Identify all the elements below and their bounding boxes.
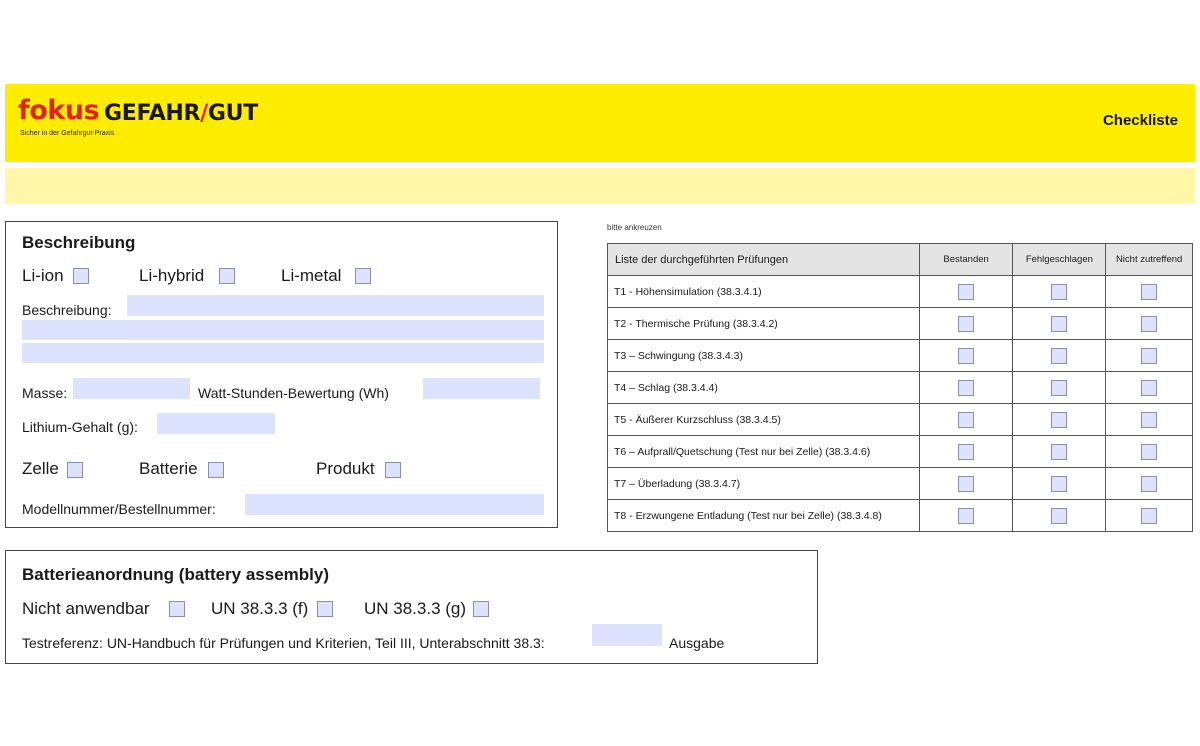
modell-field[interactable]	[245, 494, 544, 515]
test-name: T5 - Äußerer Kurzschluss (38.3.4.5)	[608, 404, 920, 436]
assembly-f-checkbox[interactable]	[317, 601, 333, 617]
unit-produkt-label: Produkt	[316, 459, 375, 478]
masse-label: Masse:	[22, 385, 68, 401]
beschreibung-field-line-1[interactable]	[127, 295, 544, 316]
test-name: T8 - Erzwungene Entladung (Test nur bei Zelle) (38.3.4.8)	[608, 500, 920, 532]
failed-cell	[1013, 276, 1106, 308]
unit-batterie-checkbox[interactable]	[208, 462, 224, 478]
failed-checkbox[interactable]	[1051, 412, 1067, 428]
failed-cell	[1013, 372, 1106, 404]
assembly-g-label: UN 38.3.3 (g)	[364, 599, 467, 618]
failed-checkbox[interactable]	[1051, 380, 1067, 396]
test-name: T2 - Thermische Prüfung (38.3.4.2)	[608, 308, 920, 340]
na-cell	[1106, 308, 1193, 340]
logo-tagline: Sicher in der Gefahrgut-Praxis	[20, 130, 115, 137]
na-cell	[1106, 404, 1193, 436]
failed-cell	[1013, 404, 1106, 436]
table-row	[608, 372, 1193, 404]
doc-type-title: Checkliste	[1102, 112, 1178, 129]
beschreibung-field-line-2[interactable]	[22, 320, 544, 340]
failed-cell	[1013, 308, 1106, 340]
header-test-list: Liste der durchgeführten Prüfungen	[608, 244, 920, 276]
edition-field[interactable]	[592, 624, 662, 646]
beschreibung-label: Beschreibung:	[22, 302, 112, 318]
logo-gut: GUT	[207, 101, 258, 126]
passed-checkbox[interactable]	[958, 316, 974, 332]
header-not-applicable: Nicht zutreffend	[1106, 244, 1193, 276]
tick-hint: bitte ankreuzen	[607, 223, 662, 232]
passed-cell	[919, 436, 1013, 468]
assembly-f-label: UN 38.3.3 (f)	[211, 599, 309, 618]
tests-table	[607, 243, 1193, 532]
test-name: T7 – Überladung (38.3.4.7)	[608, 468, 920, 500]
unit-produkt-checkbox[interactable]	[385, 462, 401, 478]
table-row	[608, 500, 1193, 532]
failed-checkbox[interactable]	[1051, 284, 1067, 300]
na-checkbox[interactable]	[1141, 316, 1157, 332]
assembly-g-checkbox[interactable]	[473, 601, 489, 617]
wh-label: Watt-Stunden-Bewertung (Wh)	[198, 385, 389, 401]
unit-batterie-label: Batterie	[139, 459, 198, 478]
na-checkbox[interactable]	[1141, 508, 1157, 524]
na-cell	[1106, 276, 1193, 308]
failed-cell	[1013, 500, 1106, 532]
na-checkbox[interactable]	[1141, 348, 1157, 364]
passed-cell	[919, 308, 1013, 340]
type-li-hybrid-label: Li-hybrid	[139, 266, 205, 285]
type-li-metal-checkbox[interactable]	[355, 268, 371, 284]
test-name: T3 – Schwingung (38.3.4.3)	[608, 340, 920, 372]
modell-label: Modellnummer/Bestellnummer:	[22, 501, 216, 517]
na-checkbox[interactable]	[1141, 476, 1157, 492]
passed-checkbox[interactable]	[958, 412, 974, 428]
failed-cell	[1013, 468, 1106, 500]
assembly-title: Batterieanordnung (battery assembly)	[22, 565, 330, 584]
subheader-band	[5, 168, 1195, 204]
failed-checkbox[interactable]	[1051, 508, 1067, 524]
passed-checkbox[interactable]	[958, 348, 974, 364]
na-checkbox[interactable]	[1141, 444, 1157, 460]
description-title: Beschreibung	[22, 233, 136, 252]
na-checkbox[interactable]	[1141, 380, 1157, 396]
type-li-ion-label: Li-ion	[22, 266, 64, 285]
na-checkbox[interactable]	[1141, 412, 1157, 428]
beschreibung-field-line-3[interactable]	[22, 343, 544, 363]
logo-slash: /	[200, 101, 208, 126]
passed-cell	[919, 340, 1013, 372]
test-reference-label: Testreferenz: UN-Handbuch für Prüfungen und Kriterien, Teil III, Unterabschnitt 38.3:	[22, 635, 545, 651]
tests-header-row	[608, 244, 1193, 276]
table-row	[608, 340, 1193, 372]
assembly-na-checkbox[interactable]	[169, 601, 185, 617]
passed-checkbox[interactable]	[958, 284, 974, 300]
table-row	[608, 436, 1193, 468]
passed-cell	[919, 372, 1013, 404]
passed-cell	[919, 500, 1013, 532]
type-li-ion-checkbox[interactable]	[73, 268, 89, 284]
passed-cell	[919, 468, 1013, 500]
wh-field[interactable]	[423, 378, 540, 399]
na-cell	[1106, 468, 1193, 500]
na-checkbox[interactable]	[1141, 284, 1157, 300]
table-row	[608, 276, 1193, 308]
lithium-label: Lithium-Gehalt (g):	[22, 419, 138, 435]
type-li-hybrid-checkbox[interactable]	[219, 268, 235, 284]
na-cell	[1106, 372, 1193, 404]
test-name: T1 - Höhensimulation (38.3.4.1)	[608, 276, 920, 308]
table-row	[608, 468, 1193, 500]
passed-checkbox[interactable]	[958, 380, 974, 396]
assembly-na-label: Nicht anwendbar	[22, 599, 150, 618]
passed-cell	[919, 404, 1013, 436]
failed-checkbox[interactable]	[1051, 444, 1067, 460]
unit-zelle-label: Zelle	[22, 459, 59, 478]
type-li-metal-label: Li-metal	[281, 266, 342, 285]
failed-cell	[1013, 340, 1106, 372]
passed-checkbox[interactable]	[958, 444, 974, 460]
test-name: T6 – Aufprall/Quetschung (Test nur bei Zelle) (38.3.4.6)	[608, 436, 920, 468]
test-name: T4 – Schlag (38.3.4.4)	[608, 372, 920, 404]
masse-field[interactable]	[73, 378, 190, 399]
lithium-field[interactable]	[157, 413, 275, 434]
header-passed: Bestanden	[919, 244, 1013, 276]
na-cell	[1106, 436, 1193, 468]
table-row	[608, 404, 1193, 436]
failed-cell	[1013, 436, 1106, 468]
logo-gefahr: GEFAHR	[104, 101, 201, 126]
na-cell	[1106, 340, 1193, 372]
failed-checkbox[interactable]	[1051, 316, 1067, 332]
passed-checkbox[interactable]	[958, 476, 974, 492]
logo-gefahrgut	[104, 101, 258, 127]
passed-cell	[919, 276, 1013, 308]
table-row	[608, 308, 1193, 340]
passed-checkbox[interactable]	[958, 508, 974, 524]
na-cell	[1106, 500, 1193, 532]
logo-fokus: fokus	[18, 95, 100, 126]
failed-checkbox[interactable]	[1051, 476, 1067, 492]
failed-checkbox[interactable]	[1051, 348, 1067, 364]
edition-label: Ausgabe	[669, 635, 725, 651]
header-failed: Fehlgeschlagen	[1013, 244, 1106, 276]
unit-zelle-checkbox[interactable]	[67, 462, 83, 478]
